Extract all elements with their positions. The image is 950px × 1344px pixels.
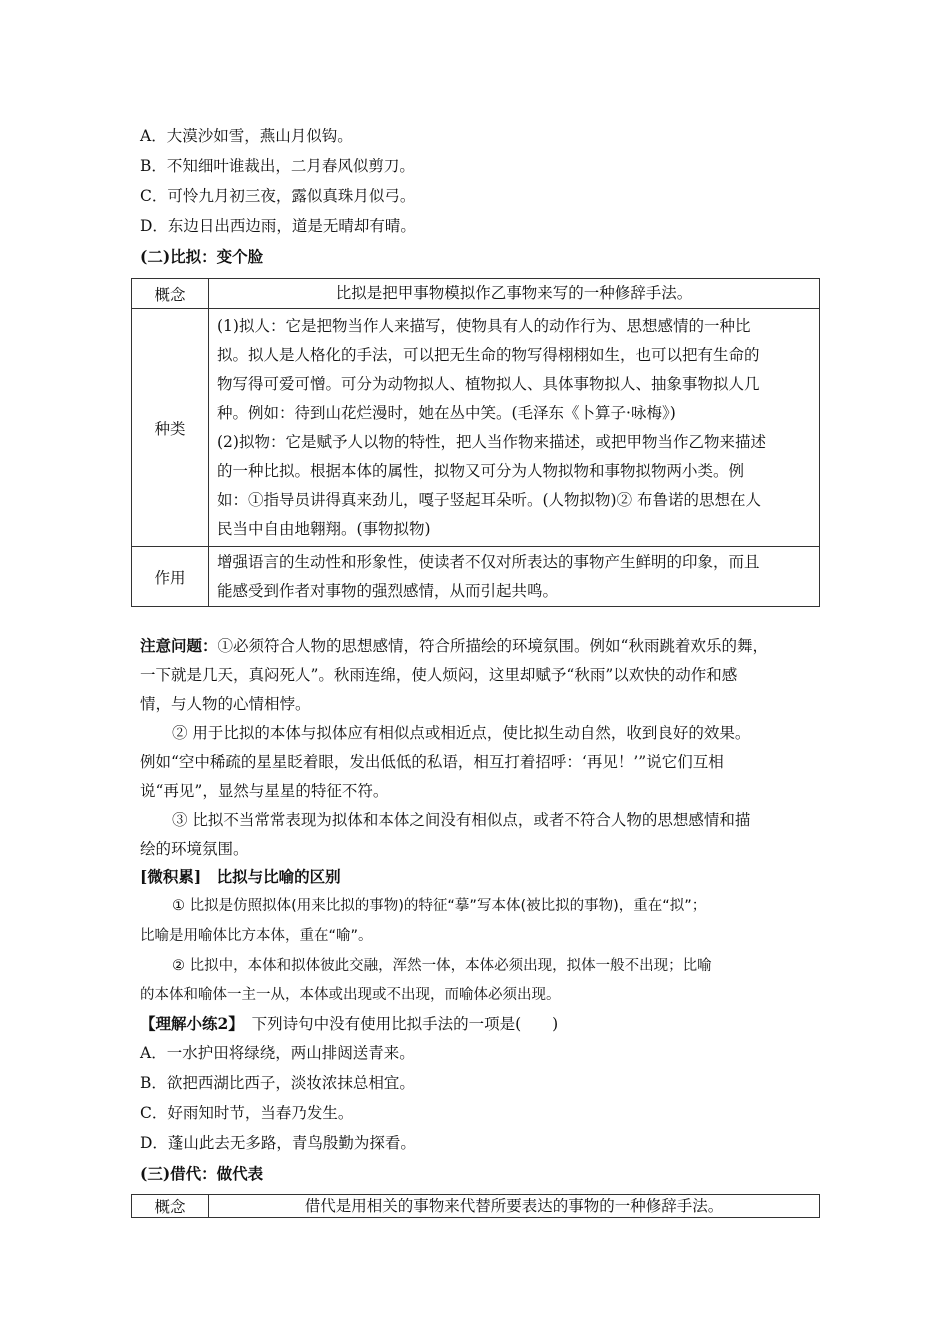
notes-line-6: 说“再见”，显然与星星的特征不符。 [140, 782, 389, 800]
micro-line-4: 的本体和喻体一主一从，本体或出现或不出现，而喻体必须出现。 [140, 987, 561, 1003]
concept-text: 借代是用相关的事物来代替所要表达的事物的一种修辞手法。 [304, 1197, 724, 1215]
types-line: (2)拟物：它是赋予人以物的特性，把人当作物来描述，或把甲物当作乙物来描述 [217, 432, 766, 451]
row-label-concept: 概念 [132, 1195, 209, 1218]
notes-line-1: 注意问题：①必须符合人物的思想感情，符合所描绘的环境氛围。例如“秋雨跳着欢乐的舞， [140, 636, 768, 655]
row-label-types: 种类 [132, 309, 209, 547]
section-heading-metaphor: (二)比拟：变个脸 [140, 247, 264, 266]
notes-label: 注意问题： [140, 636, 218, 655]
section-heading-metonymy: (三)借代：做代表 [140, 1164, 264, 1183]
micro-heading: [微积累] 比拟与比喻的区别 [140, 867, 341, 886]
types-line: (1)拟人：它是把物当作人来描写，使物具有人的动作行为、思想感情的一种比 [217, 316, 751, 335]
types-line: 如：①指导员讲得真来劲儿，嘎子竖起耳朵听。(人物拟物)② 布鲁诺的思想在人 [217, 490, 762, 509]
notes-line-4: ② 用于比拟的本体与拟体应有相似点或相近点，使比拟生动自然，收到良好的效果。 [172, 724, 751, 742]
types-line: 拟。拟人是人格化的手法，可以把无生命的物写得栩栩如生，也可以把有生命的 [217, 345, 760, 364]
q1-option-a: A．大漠沙如雪，燕山月似钩。 [140, 127, 353, 145]
practice2-option-a: A．一水护田将绿绕，两山排闼送青来。 [140, 1044, 415, 1062]
table-row-effect [132, 547, 820, 607]
micro-line-2: 比喻是用喻体比方本体，重在“喻”。 [140, 928, 373, 944]
effect-line: 增强语言的生动性和形象性，使读者不仅对所表达的事物产生鲜明的印象，而且 [217, 552, 760, 571]
types-line: 民当中自由地翱翔。(事物拟物) [217, 519, 431, 538]
row-label-effect: 作用 [132, 547, 209, 607]
table-row-concept [132, 1195, 820, 1218]
table-row-types [132, 309, 820, 547]
practice2-option-d: D．蓬山此去无多路，青鸟殷勤为探看。 [140, 1134, 416, 1152]
practice2-option-c: C．好雨知时节，当春乃发生。 [140, 1104, 354, 1122]
types-line: 物写得可爱可憎。可分为动物拟人、植物拟人、具体事物拟人、抽象事物拟人几 [217, 374, 760, 393]
table-row-concept [132, 279, 820, 309]
q1-option-d: D．东边日出西边雨，道是无晴却有晴。 [140, 217, 416, 235]
micro-line-3: ② 比拟中，本体和拟体彼此交融，浑然一体，本体必须出现，拟体一般不出现；比喻 [172, 958, 712, 974]
metonymy-table [131, 1194, 820, 1218]
effect-line: 能感受到作者对事物的强烈感情，从而引起共鸣。 [217, 581, 559, 600]
types-line: 种。例如：待到山花烂漫时，她在丛中笑。(毛泽东《卜算子·咏梅》) [217, 403, 676, 422]
concept-text: 比拟是把甲事物模拟作乙事物来写的一种修辞手法。 [335, 284, 693, 302]
notes-line-3: 情，与人物的心情相悖。 [140, 695, 311, 713]
practice2-question: 【理解小练2】 下列诗句中没有使用比拟手法的一项是( ) [140, 1014, 559, 1033]
row-label-concept: 概念 [132, 279, 209, 309]
notes-line-2: 一下就是几天，真闷死人”。秋雨连绵，使人烦闷，这里却赋予“秋雨”以欢快的动作和感 [140, 666, 738, 684]
practice2-label: 【理解小练2】 [140, 1014, 237, 1033]
practice2-option-b: B．欲把西湖比西子，淡妆浓抹总相宜。 [140, 1074, 415, 1092]
micro-line-1: ① 比拟是仿照拟体(用来比拟的事物)的特征“摹”写本体(被比拟的事物)，重在“拟”； [172, 898, 707, 914]
notes-line-5: 例如“空中稀疏的星星眨着眼，发出低低的私语，相互打着招呼：‘再见！’”说它们互相 [140, 753, 724, 771]
personification-table [131, 278, 820, 607]
q1-option-b: B．不知细叶谁裁出，二月春风似剪刀。 [140, 157, 415, 175]
types-line: 的一种比拟。根据本体的属性，拟物又可分为人物拟物和事物拟物两小类。例 [217, 461, 745, 480]
notes-line-7: ③ 比拟不当常常表现为拟体和本体之间没有相似点，或者不符合人物的思想感情和描 [172, 811, 751, 829]
notes-line-8: 绘的环境氛围。 [140, 840, 249, 858]
q1-option-c: C．可怜九月初三夜，露似真珠月似弓。 [140, 187, 416, 205]
